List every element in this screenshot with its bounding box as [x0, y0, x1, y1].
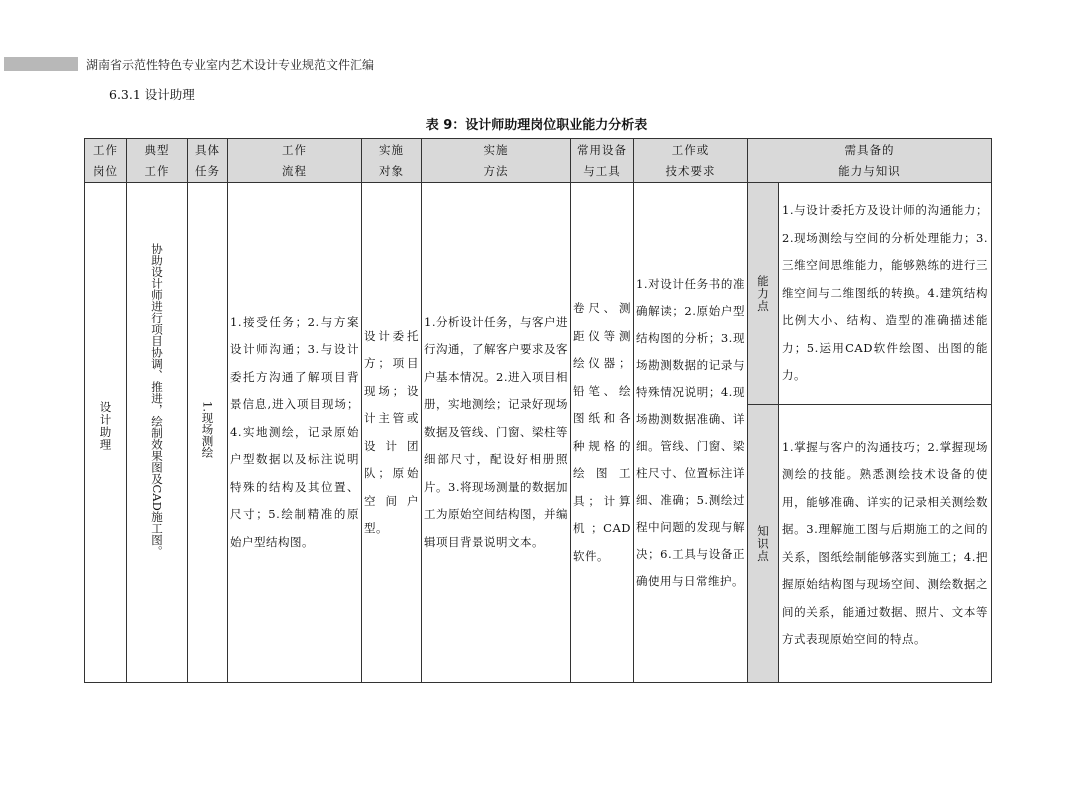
cell-method: 1.分析设计任务，与客户进行沟通，了解客户要求及客户基本情况。2.进入项目相册，实地测绘；记录好现场数据及管线、门窗、梁柱等细部尺寸，配设好相册照片。3.将现场测量的数据加工为原始空间结构图，并编辑项目背景说明文本。: [422, 183, 571, 683]
header-process: 工作 流程: [228, 139, 362, 183]
ability-point-text: 1.与设计委托方及设计师的沟通能力；2.现场测绘与空间的分析处理能力；3.三维空间思维能力，能够熟练的进行三维空间与二维图纸的转换。4.建筑结构比例大小、结构、造型的准确描述能力；5.运用CAD软件绘图、出图的能力。: [779, 183, 992, 405]
section-title: 6.3.1 设计助理: [109, 87, 195, 102]
header-target: 实施 对象: [362, 139, 422, 183]
header-requirements: 工作或 技术要求: [634, 139, 748, 183]
ability-point-label: 能力点: [748, 183, 779, 405]
knowledge-point-text: 1.掌握与客户的沟通技巧；2.掌握现场测绘的技能。熟悉测绘技术设备的使用，能够准确、详实的记录相关测绘数据。3.理解施工图与后期施工的之间的关系，图纸绘制能够落实到施工；4.把握原始结构图与现场空间、测绘数据之间的关系，能通过数据、照片、文本等方式表现原始空间的特点。: [779, 405, 992, 683]
header-method: 实施 方法: [422, 139, 571, 183]
header-bar: [4, 57, 78, 71]
table-row: [85, 183, 992, 405]
cell-tools: 卷尺、测距仪等测绘仪器；铅笔、绘图纸和各种规格的绘图工具；计算机；CAD软件。: [571, 183, 634, 683]
running-title: 湖南省示范性特色专业室内艺术设计专业规范文件汇编: [86, 58, 375, 72]
knowledge-point-label: 知识点: [748, 405, 779, 683]
cell-task: 1.现场测绘: [188, 183, 228, 683]
cell-requirements: 1.对设计任务书的准确解读；2.原始户型结构图的分析；3.现场勘测数据的记录与特殊情况说明；4.现场勘测数据准确、详细。管线、门窗、梁柱尺寸、位置标注详细、准确；5.测绘过程中问题的发现与解决；6.工具与设备正确使用与日常维护。: [634, 183, 748, 683]
header-task: 具体 任务: [188, 139, 228, 183]
header-position: 工作 岗位: [85, 139, 127, 183]
header-abilities: 需具备的 能力与知识: [748, 139, 992, 183]
cell-process: 1.接受任务；2.与方案设计师沟通；3.与设计委托方沟通了解项目背景信息,进入项目现场；4.实地测绘，记录原始户型数据以及标注说明特殊的结构及其位置、尺寸；5.绘制精准的原始户型结构图。: [228, 183, 362, 683]
table-header-row: [85, 139, 992, 183]
header-tools: 常用设备 与工具: [571, 139, 634, 183]
ability-analysis-table: [84, 138, 992, 683]
header-typical-work: 典型 工作: [127, 139, 188, 183]
cell-target: 设计委托方；项目现场；设计主管或设计团队；原始空间户型。: [362, 183, 422, 683]
cell-typical-work: 协助设计师进行项目协调、推进，绘制效果图及CAD施工图。: [127, 183, 188, 683]
cell-position: 设计助理: [85, 183, 127, 683]
table-title: 表 9：设计师助理岗位职业能力分析表: [425, 118, 648, 133]
